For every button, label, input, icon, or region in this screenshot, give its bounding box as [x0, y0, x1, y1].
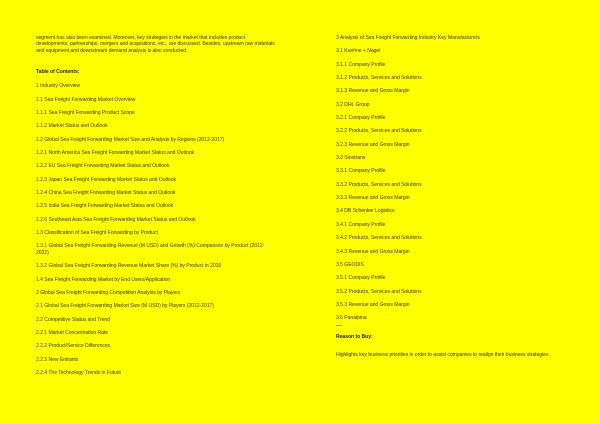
toc-item: 3.1.3 Revenue and Gross Margin [336, 88, 410, 95]
left-column [36, 35, 276, 383]
toc-item: 3.2.1 Company Profile [336, 115, 386, 122]
divider [336, 325, 342, 326]
toc-list-right [336, 35, 576, 329]
toc-item: 1.4 Sea Freight Forwarding Market by End Users/Application [36, 276, 171, 283]
toc-item: 3.4.1 Company Profile [336, 221, 386, 228]
toc-item: 2.2.4 The Technology Trends in Future [36, 370, 122, 377]
toc-item: 1.2.5 India Sea Freight Forwarding Market Status and Outlook [36, 203, 174, 210]
toc-item: 3 Analysis of Sea Freight Forwarding Industry Key Manufacturers [336, 35, 480, 41]
toc-item: 1.2.3 Japan Sea Freight Forwarding Market Status and Outlook [36, 176, 176, 183]
toc-item: 3.5.1 Company Profile [336, 275, 386, 282]
toc-item: 1.3 Classification of Sea Freight Forwarding by Product [36, 230, 158, 236]
toc-item: 2.2.3 New Entrants [36, 356, 79, 363]
reason-text: Highlights key business priorities in order to assist companies to realign their business strategies. [336, 351, 550, 358]
toc-item: 1.1.1 Sea Freight Forwarding Product Scope [36, 109, 135, 116]
toc-item: 1 Industry Overview [36, 83, 81, 90]
toc-item: 3.5.3 Revenue and Gross Margin [336, 301, 410, 308]
toc-item: 3.5.2 Products, Services and Solutions [336, 288, 422, 295]
toc-item: 3.1 Kuehne + Nagel [336, 48, 381, 55]
toc-item: 1.2 Global Sea Freight Forwarding Market Size and Analysis by Regions (2012-2017) [36, 136, 225, 143]
toc-item: 1.2.1 North America Sea Freight Forwarding Market Status and Outlook [36, 149, 194, 156]
toc-item: 3.5 GEODIS [336, 261, 364, 268]
toc-item: 2 Global Sea Freight Forwarding Competition Analysis by Players [36, 290, 181, 297]
toc-item: 1.1 Sea Freight Forwarding Market Overview [36, 96, 136, 103]
toc-item: 2.2.1 Market Concentration Rate [36, 330, 109, 337]
toc-item: 1.3.2 Global Sea Freight Forwarding Revenue Market Share (%) by Product in 2016 [36, 263, 222, 270]
toc-item: 3.3.1 Company Profile [336, 168, 386, 175]
toc-item: 3.6 Panalpina [336, 315, 367, 322]
toc-item: 1.2.6 Southeast Asia Sea Freight Forwarding Market Status and Outlook [36, 216, 196, 223]
toc-item: 1.1.2 Market Status and Outlook [36, 123, 108, 130]
toc-item: 2.1 Global Sea Freight Forwarding Market Size (M USD) by Players (2012-2017) [36, 303, 214, 310]
toc-item: 3.2.3 Revenue and Gross Margin [336, 141, 410, 148]
toc-list-left [36, 83, 276, 383]
toc-item: 3.1.2 Products, Services and Solutions [336, 75, 422, 82]
toc-item: 2.2.2 Product/Service Differences [36, 343, 111, 350]
toc-item: 3.1.1 Company Profile [336, 61, 386, 68]
toc-item: 1.2.4 China Sea Freight Forwarding Market Status and Outlook [36, 189, 176, 196]
toc-item: 2.2 Competitive Status and Trend [36, 316, 111, 323]
toc-item: 1.3.1 Global Sea Freight Forwarding Revenue (M USD) and Growth (%) Comparison by Product (2012-2022) [36, 243, 265, 256]
toc-item: 3.3 Sinotrans [336, 155, 366, 162]
reason-heading: Reason to Buy: [336, 333, 373, 340]
toc-item: 1.2.2 EU Sea Freight Forwarding Market Status and Outlook [36, 163, 170, 170]
toc-heading: Table of Contents: [36, 69, 80, 76]
right-column [336, 35, 576, 358]
toc-item: 3.3.2 Products, Services and Solutions [336, 181, 422, 188]
toc-item: 3.4 DB Schenker Logistics [336, 208, 395, 215]
toc-item: 3.4.3 Revenue and Gross Margin [336, 248, 410, 255]
toc-item: 3.3.3 Revenue and Gross Margin [336, 195, 410, 202]
toc-item: 3.2.2 Products, Services and Solutions [336, 128, 422, 135]
toc-item: 3.4.2 Products, Services and Solutions [336, 235, 422, 242]
intro-paragraph: segment has also been examined. Moreover, key strategies in the market that includes product developments, partnerships, mergers and acquisitions, etc., are discussed. Besides, upstream raw materials and equipment and downstream demand analysis is also conducted. [36, 35, 275, 54]
toc-item: 3.2 DHL Group [336, 101, 370, 108]
